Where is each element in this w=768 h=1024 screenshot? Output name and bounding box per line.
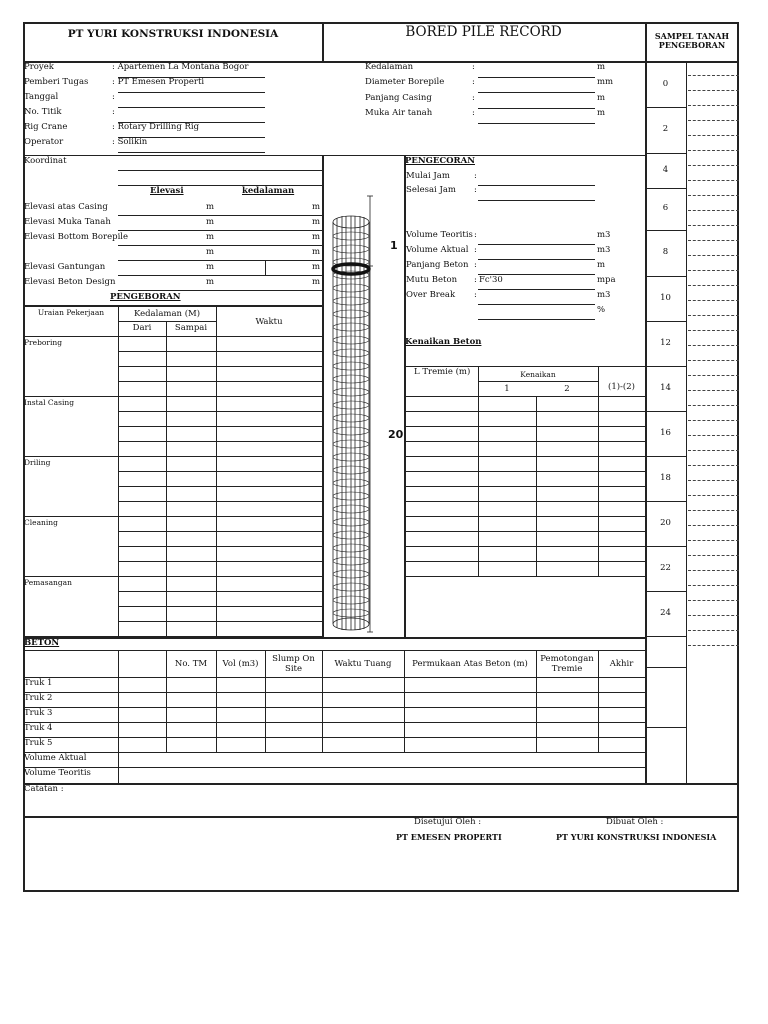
pengecoran-row-unit: %	[597, 305, 606, 315]
sample-depth: 2	[662, 124, 669, 134]
kenaikan-col-1: 1	[504, 384, 510, 394]
pengeboran-title: PENGEBORAN	[110, 292, 181, 302]
no-titik-value[interactable]: :	[112, 107, 115, 117]
beton-header-cell: Waktu Tuang	[334, 659, 392, 669]
tanggal-label: Tanggal	[24, 92, 59, 102]
pengeboran-section-line	[23, 516, 322, 517]
sample-row-line	[688, 525, 739, 526]
catatan-top-line	[23, 783, 739, 785]
disetujui-label: Disetujui Oleh :	[414, 817, 482, 827]
sample-depth: 4	[662, 164, 669, 175]
kenaikan-row-line	[404, 546, 645, 547]
pengecoran-row-unit: m3	[597, 230, 611, 240]
no-titik-label: No. Titik	[24, 107, 62, 117]
sample-title: SAMPEL TANAH	[654, 31, 730, 41]
sample-row-line	[688, 540, 739, 541]
sample-row-line	[688, 300, 739, 301]
sample-row-line	[688, 210, 739, 211]
pengeboran-section-label: Driling	[24, 458, 51, 467]
pengeboran-row-line	[118, 501, 322, 502]
kenaikan-row-line	[404, 471, 645, 472]
catatan-label: Catatan :	[24, 784, 64, 794]
pengecoran-row-sep: :	[474, 275, 477, 285]
mulai-label: Mulai Jam	[406, 171, 450, 181]
koordinat-row-label: Elevasi Bottom Borepile	[24, 232, 129, 242]
sample-bottom-line	[645, 727, 686, 728]
sample-row-line	[688, 180, 739, 181]
pengeboran-section-label: Pemasangan	[24, 578, 72, 587]
pengecoran-row-unit: mpa	[597, 275, 616, 285]
pengecoran-row-line	[478, 289, 595, 290]
dibuat-label: Dibuat Oleh :	[606, 817, 664, 827]
form-title: BORED PILE RECORD	[405, 24, 562, 40]
koordinat-row-label: Elevasi Muka Tanah	[24, 217, 111, 227]
sample-row-line	[688, 495, 739, 496]
beton-truk-label: Truk 5	[24, 738, 53, 748]
beton-title-line	[23, 650, 645, 651]
rig-crane-value[interactable]: : Rotary Drilling Rig	[112, 122, 200, 132]
sample-row-line	[688, 120, 739, 121]
sample-depth-line	[645, 411, 686, 412]
pengecoran-row-label: Volume Teoritis	[406, 230, 473, 240]
koordinat-row-label: Elevasi Gantungan	[24, 262, 106, 272]
kenaikan-row-line	[404, 456, 645, 457]
koordinat-unit-elevasi: m	[206, 217, 215, 227]
sample-depth-line	[645, 107, 686, 108]
diameter-line	[478, 92, 595, 93]
kenaikan-beton-title: Kenaikan Beton	[405, 337, 482, 347]
sample-row-line	[688, 330, 739, 331]
col-kedalaman: Kedalaman (M)	[133, 309, 201, 319]
kedalaman-sep: :	[472, 62, 475, 72]
sample-depth-line	[645, 501, 686, 502]
selesai-sep: :	[474, 185, 477, 195]
sample-row-line	[688, 150, 739, 151]
koordinat-row-line	[118, 245, 322, 246]
koordinat-unit-kedalaman: m	[312, 247, 321, 257]
tanggal-line	[118, 107, 265, 108]
sample-depth: 24	[660, 607, 671, 618]
pengeboran-row-line	[118, 621, 322, 622]
peng-vline-166	[166, 321, 167, 637]
koordinat-row-line	[118, 260, 322, 261]
proyek-value[interactable]: : Apartemen La Montana Bogor	[112, 62, 249, 72]
kenaikan-row-line	[404, 576, 645, 577]
pemberi-tugas-label: Pemberi Tugas	[24, 77, 89, 87]
pengeboran-section-line	[23, 456, 322, 457]
kenaikan-col-diff: (1)-(2)	[608, 382, 635, 392]
beton-header-cell: Pemotongan Tremie	[540, 654, 594, 674]
kedalaman-header: kedalaman	[242, 186, 295, 196]
koordinat-unit-kedalaman: m	[312, 262, 321, 272]
col-dari: Dari	[132, 323, 152, 333]
sample-depth-line	[645, 456, 686, 457]
pengecoran-row-label: Mutu Beton	[406, 275, 458, 285]
sample-row-line	[688, 255, 739, 256]
sample-depth-line	[645, 366, 686, 367]
selesai-line	[478, 200, 595, 201]
pengecoran-row-line	[478, 304, 595, 305]
sample-inner-border	[686, 62, 687, 784]
col-uraian: Uraian Pekerjaan	[37, 308, 105, 317]
casing-line	[478, 108, 595, 109]
beton-row-line	[23, 692, 645, 693]
koordinat-row-label: Elevasi atas Casing	[24, 202, 108, 212]
disetujui-by: PT EMESEN PROPERTI	[396, 832, 502, 842]
beton-row-line	[23, 722, 645, 723]
sample-depth: 0	[662, 78, 669, 89]
muka-sep: :	[472, 108, 475, 118]
muka-unit: m	[597, 108, 606, 118]
pengeboran-section-label: Cleaning	[24, 518, 58, 527]
sample-row-line	[688, 240, 739, 241]
pengecoran-row-sep: :	[474, 290, 477, 300]
sample-row-line	[688, 105, 739, 106]
sample-depth-line	[645, 591, 686, 592]
kedalaman-line	[478, 77, 595, 78]
sample-row-line	[688, 270, 739, 271]
tanggal-value[interactable]: :	[112, 92, 115, 102]
pengeboran-row-line	[118, 546, 322, 547]
muka-line	[478, 123, 595, 124]
pengeboran-row-line	[118, 561, 322, 562]
sample-depth: 16	[660, 427, 671, 438]
sample-row-line	[688, 165, 739, 166]
diameter-sep: :	[472, 77, 475, 87]
sample-depth-line	[645, 276, 686, 277]
koordinat-line-1	[118, 170, 322, 171]
kenaikan-sub-line	[478, 381, 598, 382]
sample-depth-line	[645, 546, 686, 547]
tremie-header: L Tremie (m)	[414, 367, 471, 377]
company-name: PT YURI KONSTRUKSI INDONESIA	[67, 28, 279, 40]
sample-subtitle: PENGEBORAN	[658, 40, 726, 50]
kenaikan-row-line	[404, 516, 645, 517]
sample-row-line	[688, 75, 739, 76]
pengeboran-row-line	[118, 351, 322, 352]
casing-unit: m	[597, 93, 606, 103]
pengeboran-row-line	[118, 606, 322, 607]
pengecoran-row-label: Over Break	[406, 290, 456, 300]
beton-header-cell: Slump On Site	[272, 654, 315, 674]
pengecoran-row-sep: :	[474, 245, 477, 255]
mulai-sep: :	[474, 171, 477, 181]
sample-row-line	[688, 645, 739, 646]
kenaikan-row-line	[404, 426, 645, 427]
pengecoran-row-label: Volume Aktual	[406, 245, 469, 255]
sample-depth: 10	[660, 292, 671, 303]
pengeboran-row-line	[118, 486, 322, 487]
drawing-label-bottom: 20	[388, 428, 404, 441]
sample-row-line	[688, 630, 739, 631]
volume-teoritis-label: Volume Teoritis	[24, 768, 91, 778]
sample-row-line	[688, 555, 739, 556]
beton-header-cell: No. TM	[174, 659, 208, 669]
pengecoran-row-unit: m	[597, 260, 606, 270]
pengecoran-row-value[interactable]: Fc'30	[479, 275, 503, 285]
koordinat-unit-elevasi: m	[206, 232, 215, 242]
proyek-label: Proyek	[24, 62, 54, 72]
beton-row-line	[23, 677, 645, 678]
beton-row-line	[23, 752, 645, 753]
drawing-label-top: 1	[390, 239, 398, 252]
pengeboran-row-line	[118, 426, 322, 427]
sample-depth: 14	[660, 382, 671, 393]
sample-row-line	[688, 360, 739, 361]
kenaikan-row-line	[404, 411, 645, 412]
sample-row-line	[688, 225, 739, 226]
beton-header-cell: Akhir	[609, 659, 634, 669]
muka-label: Muka Air tanah	[365, 108, 433, 118]
koordinat-row-line	[118, 290, 322, 291]
sample-row-line	[688, 450, 739, 451]
sample-row-line	[688, 195, 739, 196]
koordinat-unit-elevasi: m	[206, 202, 215, 212]
pengeboran-section-label: Preboring	[24, 338, 63, 347]
sample-row-line	[688, 465, 739, 466]
sample-row-line	[688, 600, 739, 601]
koordinat-unit-elevasi: m	[206, 277, 215, 287]
casing-label: Panjang Casing	[365, 93, 432, 103]
sample-depth-line	[645, 230, 686, 231]
koordinat-unit-kedalaman: m	[312, 202, 321, 212]
pengecoran-title: PENGECORAN	[405, 156, 475, 166]
koordinat-unit-kedalaman: m	[312, 232, 321, 242]
sample-depth: 18	[660, 472, 671, 483]
sample-depth-line	[645, 188, 686, 189]
pengeboran-row-line	[118, 441, 322, 442]
pengeboran-subhead-line	[118, 321, 216, 322]
sample-row-line	[688, 510, 739, 511]
sample-row-line	[688, 315, 739, 316]
beton-top-line	[23, 637, 645, 639]
sample-depth-line	[645, 321, 686, 322]
kedalaman-unit: m	[597, 62, 606, 72]
kenaikan-row-line	[404, 441, 645, 442]
pengecoran-row-sep: :	[474, 230, 477, 240]
sample-row-line	[688, 435, 739, 436]
pengecoran-row-sep: :	[474, 260, 477, 270]
kenaikan-header: Kenaikan	[520, 370, 556, 379]
rig-crane-label: Rig Crane	[24, 122, 68, 132]
kenaikan-head-line	[404, 396, 645, 397]
elevasi-header: Elevasi	[150, 186, 184, 196]
kenaikan-row-line	[404, 486, 645, 487]
sample-depth: 20	[660, 517, 671, 528]
pengecoran-row-line	[478, 244, 595, 245]
beton-truk-label: Truk 3	[24, 708, 53, 718]
sample-bottom-line	[645, 667, 686, 668]
volume-aktual-line	[23, 767, 645, 768]
beton-title: BETON	[24, 638, 60, 648]
pengecoran-row-unit: m3	[597, 245, 611, 255]
operator-value[interactable]: : Solikin	[112, 137, 148, 147]
sample-row-line	[688, 615, 739, 616]
pemberi-tugas-value[interactable]: : PT Emesen Properti	[112, 77, 205, 87]
kedalaman-label: Kedalaman	[365, 62, 414, 72]
sample-row-line	[688, 375, 739, 376]
koordinat-label: Koordinat	[24, 156, 67, 166]
koordinat-unit-elevasi: m	[206, 247, 215, 257]
sample-row-line	[688, 480, 739, 481]
beton-row-line	[23, 737, 645, 738]
casing-sep: :	[472, 93, 475, 103]
pengecoran-row-label: Panjang Beton	[406, 260, 469, 270]
sample-depth: 12	[660, 337, 671, 348]
sample-depth: 8	[662, 247, 669, 257]
beton-header-cell: Permukaan Atas Beton (m)	[412, 659, 528, 669]
operator-label: Operator	[24, 137, 64, 147]
beton-truk-label: Truk 2	[24, 693, 53, 703]
kenaikan-row-line	[404, 501, 645, 502]
pengeboran-row-line	[118, 531, 322, 532]
sample-row-line	[688, 90, 739, 91]
koordinat-row-line	[118, 230, 322, 231]
sample-depth: 22	[660, 562, 671, 573]
pengecoran-row-line	[478, 319, 595, 320]
beton-header-cell: Vol (m3)	[222, 659, 259, 669]
volume-aktual-label: Volume Aktual	[24, 753, 87, 763]
beton-truk-label: Truk 1	[24, 678, 53, 688]
kenaikan-row-line	[404, 561, 645, 562]
pengeboran-row-line	[118, 366, 322, 367]
col-sampai: Sampai	[174, 323, 208, 333]
koordinat-row-label: Elevasi Beton Design	[24, 277, 116, 287]
koordinat-unit-kedalaman: m	[312, 217, 321, 227]
sample-row-line	[688, 135, 739, 136]
diameter-label: Diameter Borepile	[365, 77, 445, 87]
diameter-unit: mm	[597, 77, 614, 87]
koordinat-row-line	[118, 215, 322, 216]
sample-row-line	[688, 285, 739, 286]
beton-truk-label: Truk 4	[24, 723, 53, 733]
sample-row-line	[688, 390, 739, 391]
pemberi-tugas-line	[118, 92, 265, 93]
sample-depth: 6	[662, 203, 669, 213]
beton-row-line	[23, 707, 645, 708]
pengeboran-row-line	[118, 591, 322, 592]
pengecoran-row-unit: m3	[597, 290, 611, 300]
pengeboran-row-line	[118, 471, 322, 472]
pengeboran-row-line	[118, 411, 322, 412]
sample-depth-line	[645, 153, 686, 154]
pengecoran-row-line	[478, 259, 595, 260]
koordinat-row-line	[118, 275, 322, 276]
koordinat-unit-elevasi: m	[206, 262, 215, 272]
sample-row-line	[688, 570, 739, 571]
beton-col-line	[118, 650, 119, 783]
kenaikan-col-2: 2	[564, 384, 570, 394]
kenaikan-row-line	[404, 531, 645, 532]
mulai-line	[478, 185, 595, 186]
sample-row-line	[688, 345, 739, 346]
sample-row-line	[688, 585, 739, 586]
gantungan-divider	[265, 260, 266, 275]
selesai-label: Selesai Jam	[406, 185, 456, 195]
sample-row-line	[688, 420, 739, 421]
operator-line	[118, 152, 265, 153]
sample-row-line	[688, 405, 739, 406]
col-waktu: Waktu	[255, 317, 283, 327]
sample-depth-line	[645, 636, 686, 637]
pengeboran-section-label: Instal Casing	[24, 398, 74, 407]
pengeboran-header-line	[23, 336, 322, 337]
koordinat-unit-kedalaman: m	[312, 277, 321, 287]
dibuat-by: PT YURI KONSTRUKSI INDONESIA	[556, 832, 717, 842]
pengeboran-row-line	[118, 381, 322, 382]
borepile-drawing	[323, 156, 404, 638]
